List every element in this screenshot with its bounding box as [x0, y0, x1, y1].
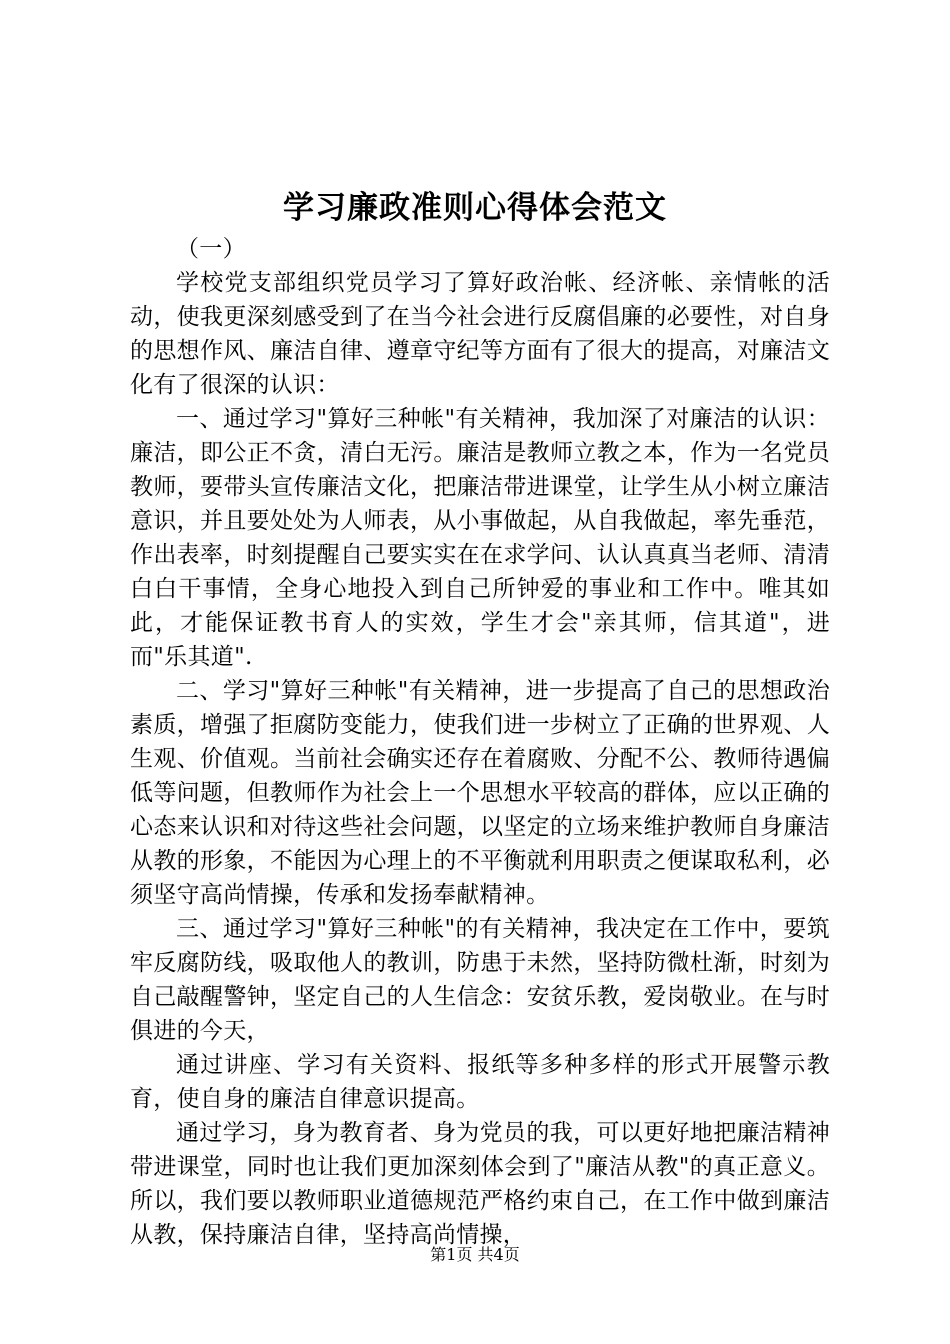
- page-footer: 第1页 共4页: [430, 1245, 520, 1264]
- section-label: （一）: [176, 236, 246, 262]
- paragraph-point-two: 二、学习"算好三种帐"有关精神，进一步提高了自己的思想政治素质，增强了拒腐防变能力，使我们进一步树立了正确的世界观、人生观、价值观。当前社会确实还存在着腐败、分配不公、教师待遇偏低等问题，但教师作为社会上一个思想水平较高的群体，应以正确的心态来认识和对待这些社会问题，以坚定的立场来维护教师自身廉洁从教的形象，不能因为心理上的不平衡就利用职责之便谋取私利，必须坚守高尚情操，传承和发扬奉献精神。: [130, 678, 830, 908]
- document-body: [130, 232, 830, 1252]
- paragraph-conclusion: 通过学习，身为教育者、身为党员的我，可以更好地把廉洁精神带进课堂，同时也让我们更加深刻体会到了"廉洁从教"的真正意义。所以，我们要以教师职业道德规范严格约束自己，在工作中做到廉洁从教，保持廉洁自律，坚持高尚情操，: [130, 1120, 830, 1248]
- document-title: 学习廉政准则心得体会范文: [283, 190, 667, 226]
- paragraph-warning-education: 通过讲座、学习有关资料、报纸等多种多样的形式开展警示教育，使自身的廉洁自律意识提高。: [130, 1052, 830, 1112]
- paragraph-point-three: 三、通过学习"算好三种帐"的有关精神，我决定在工作中，要筑牢反腐防线，吸取他人的教训，防患于未然，坚持防微杜渐，时刻为自己敲醒警钟，坚定自己的人生信念：安贫乐教，爱岗敬业。在与时俱进的今天，: [130, 916, 830, 1044]
- paragraph-point-one: 一、通过学习"算好三种帐"有关精神，我加深了对廉洁的认识：廉洁，即公正不贪，清白无污。廉洁是教师立教之本，作为一名党员教师，要带头宣传廉洁文化，把廉洁带进课堂，让学生从小树立廉洁意识，并且要处处为人师表，从小事做起，从自我做起，率先垂范，作出表率，时刻提醒自己要实实在在求学问、认认真真当老师、清清白白干事情，全身心地投入到自己所钟爱的事业和工作中。唯其如此，才能保证教书育人的实效，学生才会"亲其师，信其道"，进而"乐其道".: [130, 406, 830, 670]
- paragraph-intro: 学校党支部组织党员学习了算好政治帐、经济帐、亲情帐的活动，使我更深刻感受到了在当今社会进行反腐倡廉的必要性，对自身的思想作风、廉洁自律、遵章守纪等方面有了很大的提高，对廉洁文化有了很深的认识：: [130, 270, 830, 398]
